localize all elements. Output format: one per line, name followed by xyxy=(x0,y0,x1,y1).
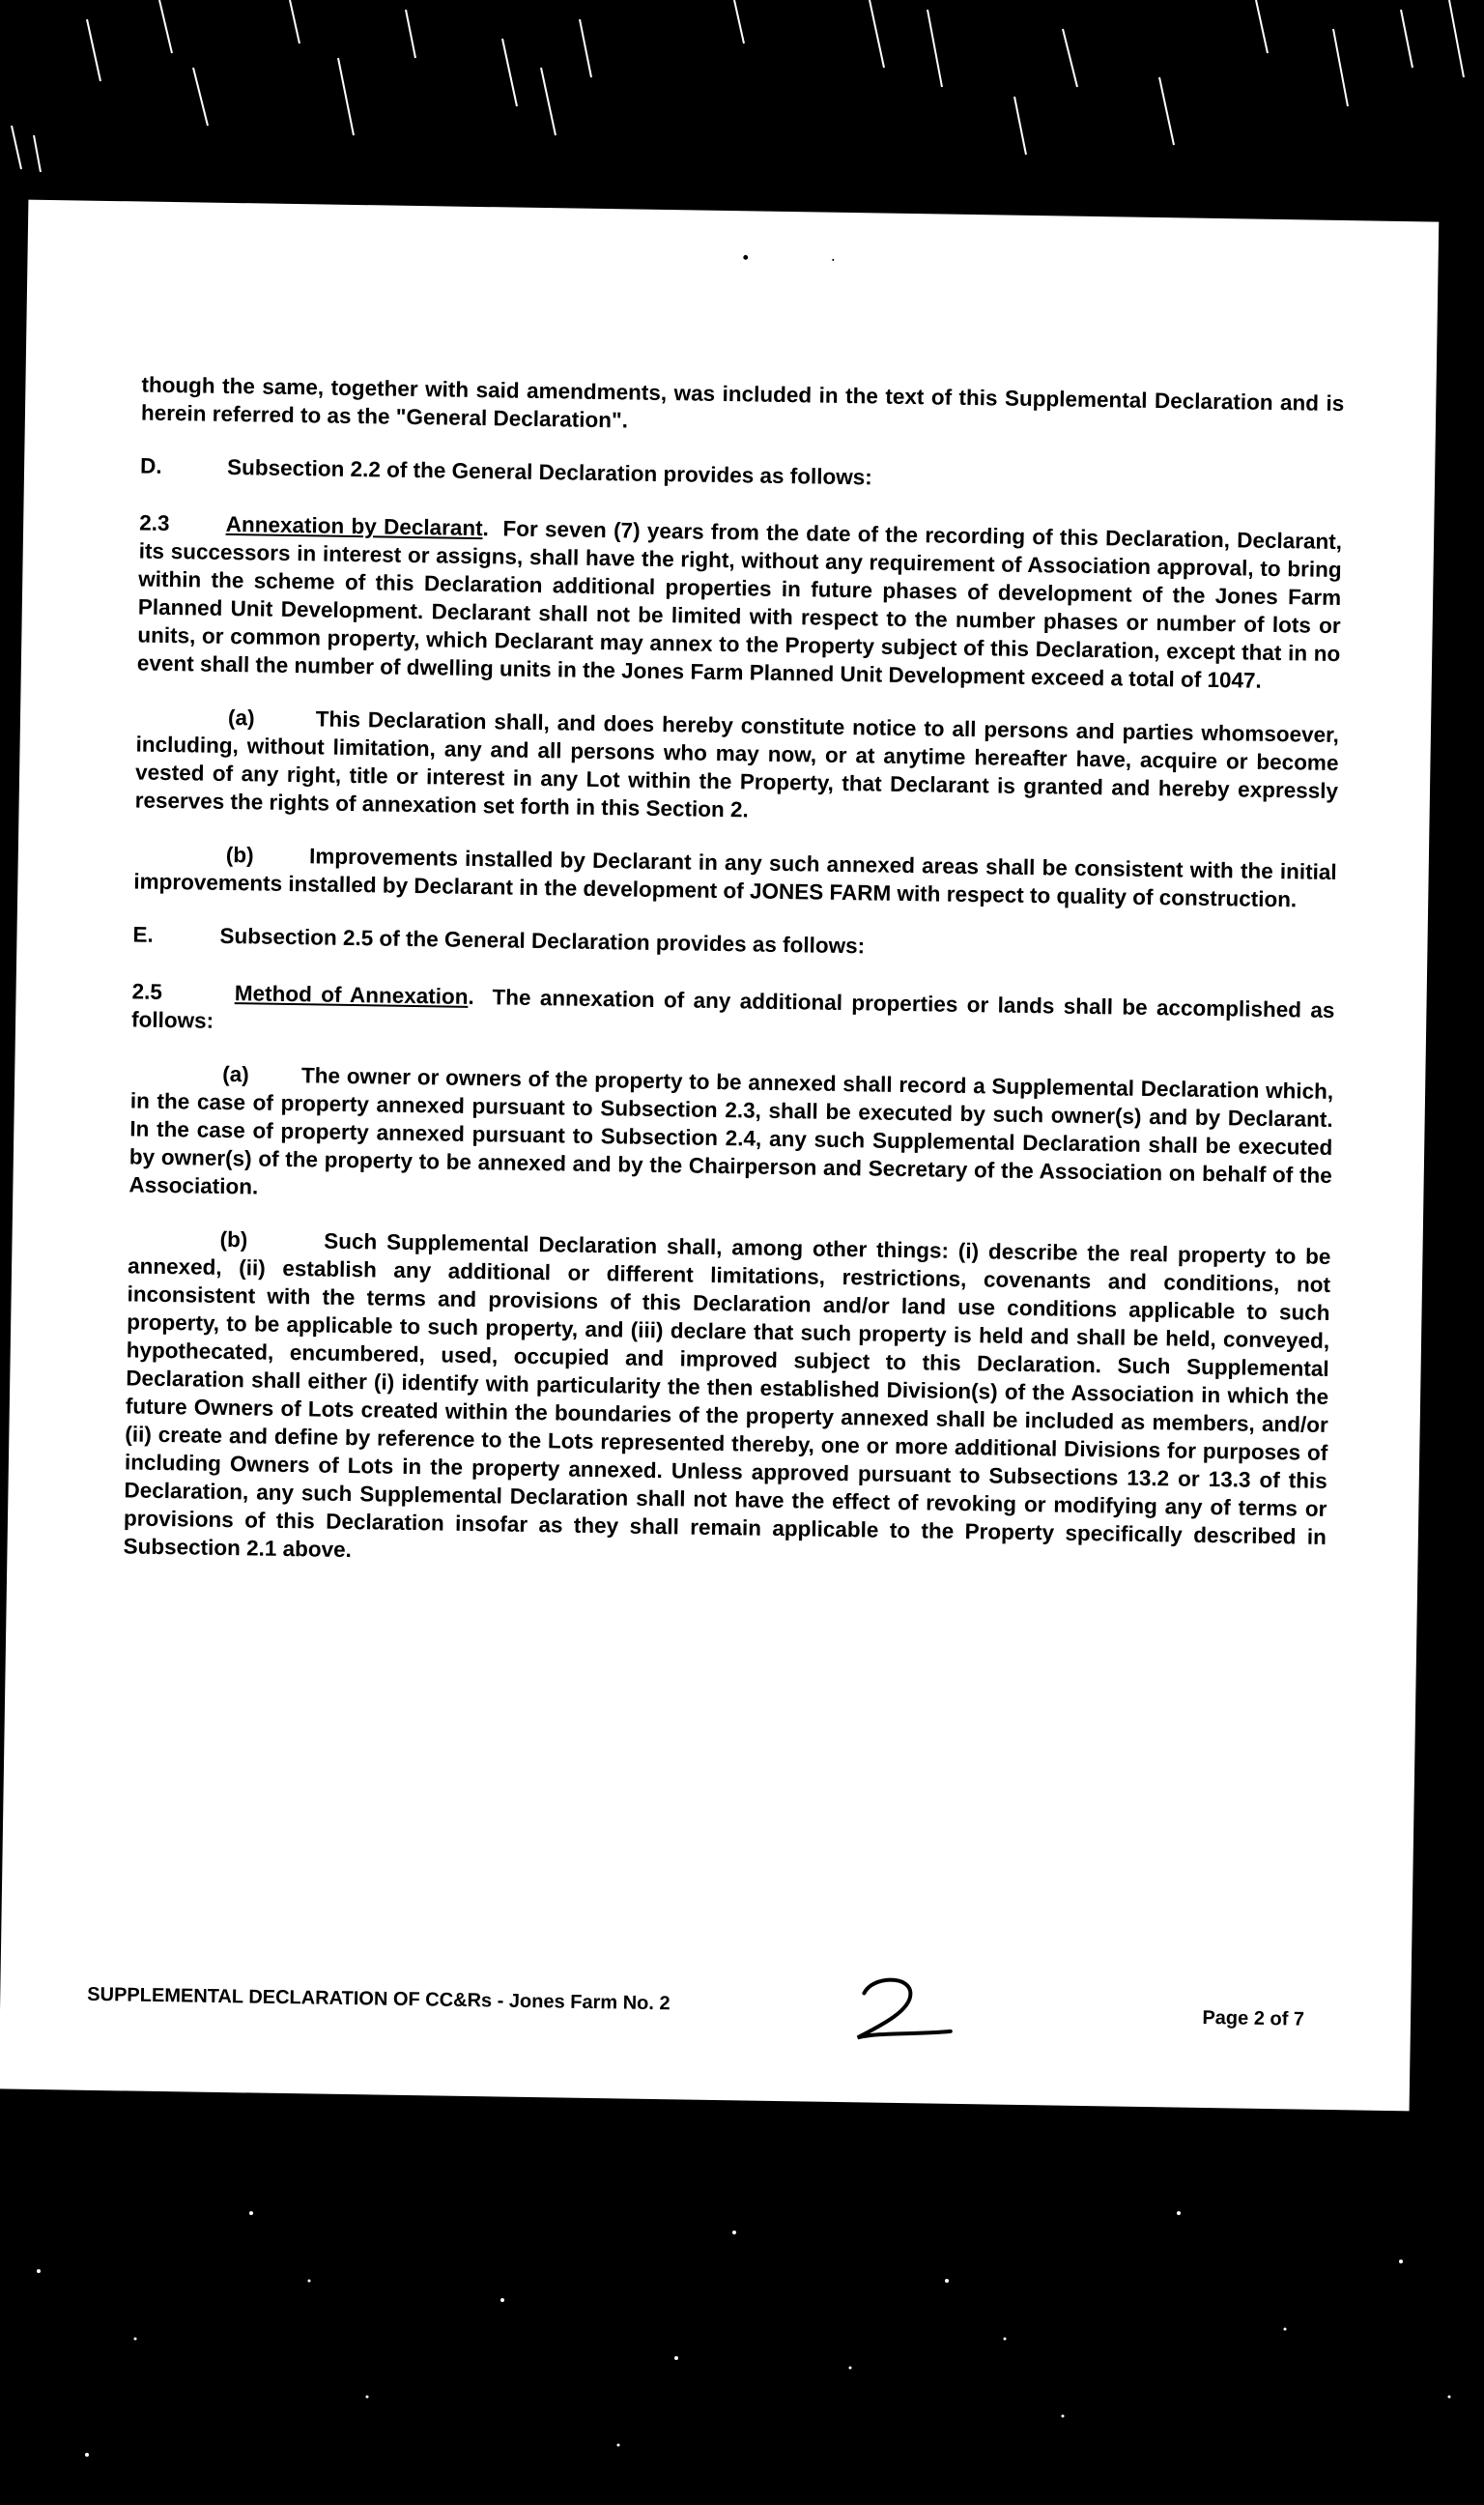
section-d-text: Subsection 2.2 of the General Declaration provides as follows: xyxy=(226,454,872,490)
section-e-letter: E. xyxy=(132,922,154,947)
clause-2-5-a xyxy=(128,1058,1333,1218)
clause-2-5-number: 2.5 xyxy=(131,979,163,1004)
clause-2-3-a xyxy=(134,702,1339,833)
section-e xyxy=(132,920,1335,967)
footer-title: SUPPLEMENTAL DECLARATION OF CC&Rs - Jones Farm No. 2 xyxy=(87,1983,671,2015)
clause-2-3: 2.3 Annexation by Declarant. For seven (7) years from the date of the recording of this Declaration, Declarant, its successors in interest or assigns, shall have the right, without any requirement of Association approval, to bring within the scheme of this Declaration additional properties in future phases of development of the Jones Farm Planned Unit Development. Declarant shall not be limited with respect to the number phases or number of lots or units, or common property, which Declarant may annex to the Property subject of this Declaration, except that in no event shall the number of dwelling units in the Jones Farm Planned Unit Development exceed a total of 1047. xyxy=(136,510,1343,693)
page-footer xyxy=(87,1983,1305,2030)
clause-2-3-text: For seven (7) years from the date of the recording of this Declaration, Declarant, its successors in interest or assigns, shall have the right, without any requirement of Association approval, to bring within the scheme of this Declaration additional properties in future phases of development of the Jones Farm Planned Unit Development. Declarant shall not be limited with respect to the number phases or number of lots or units, or common property, which Declarant may annex to the Property subject of this Declaration, except that in no event shall the number of dwelling units in the Jones Farm Planned Unit Development exceed a total of 1047. xyxy=(136,516,1343,693)
clause-2-5-a-label: (a) xyxy=(222,1061,249,1087)
clause-2-5-a-text: The owner or owners of the property to be annexed shall record a Supplemental Declaration which, in the case of property annexed pursuant to Subsection 2.3, shall be executed by such owner(s) and by Declarant. In the case of property annexed pursuant to Subsection 2.4, any such Supplemental Declaration shall be executed by owner(s) of the property to be annexed and by the Chairperson and Secretary of the Association on behalf of the Association. xyxy=(128,1063,1334,1199)
clause-2-5-b-label: (b) xyxy=(219,1226,248,1252)
clause-2-3-b-label: (b) xyxy=(225,842,254,868)
clause-2-3-b-text: Improvements installed by Declarant in any such annexed areas shall be consistent with the initial improvements installed by Declarant in the development of JONES FARM with respect to quality of construction. xyxy=(133,844,1337,912)
clause-2-5-b xyxy=(123,1224,1330,1579)
lead-paragraph: though the same, together with said amendments, was included in the text of this Supplemental Declaration and is herein referred to as the "General Declaration". xyxy=(140,372,1345,433)
clause-2-5-text: The annexation of any additional properties or lands shall be accomplished as follows: xyxy=(130,985,1335,1033)
clause-2-5-heading: Method of Annexation xyxy=(234,981,469,1009)
clause-2-5: 2.5 Method of Annexation. The annexation of any additional properties or lands shall be accomplished as follows: xyxy=(130,979,1335,1033)
clause-2-3-a-label: (a) xyxy=(227,705,255,731)
page-number: Page 2 of 7 xyxy=(1202,2006,1305,2030)
clause-2-5-b-text: Such Supplemental Declaration shall, among other things: (i) describe the real property to be annexed, (ii) establish any additional or different limitations, restrictions, covenants and conditions, not inconsistent with the terms and provisions of this Declaration and/or land use conditions applicable to such property, to be applicable to such property, and (iii) declare that such property is held and shall be held, conveyed, hypothecated, encumbered, used, occupied and improved subject to this Declaration. Such Supplemental Declaration shall either (i) identify with particularity the then established Division(s) of the Association in which the future Owners of Lots created within the boundaries of the property annexed shall be included as members, and/or (ii) create and define by reference to the Lots represented thereby, one or more additional Divisions for purposes of including Owners of Lots in the property annexed. Unless approved pursuant to Subsections 13.2 or 13.3 of this Declaration, any such Supplemental Declaration shall not have the effect of revoking or modifying any of terms or provisions of this Declaration insofar as they shall remain applicable to the Property specifically described in Subsection 2.1 above. xyxy=(123,1228,1331,1563)
document-body xyxy=(123,371,1345,1604)
section-d xyxy=(140,452,1343,500)
section-d-letter: D. xyxy=(139,453,162,478)
handwritten-page-number xyxy=(849,1972,956,2051)
document-page xyxy=(0,200,1439,2112)
clause-2-3-number: 2.3 xyxy=(139,510,170,535)
clause-2-3-heading: Annexation by Declarant xyxy=(225,511,483,541)
clause-2-3-a-text: This Declaration shall, and does hereby constitute notice to all persons and parties whomsoever, including, without limitation, any and all persons who may now, or at anytime hereafter have, acquire or become vested of any right, title or interest in any Lot within the Property, that Declarant is granted and hereby expressly reserves the rights of annexation set forth in this Section 2. xyxy=(134,706,1340,822)
scan-marks: • ∙ xyxy=(742,247,875,270)
clause-2-3-b xyxy=(133,839,1337,914)
section-e-text: Subsection 2.5 of the General Declaration provides as follows: xyxy=(219,923,866,959)
